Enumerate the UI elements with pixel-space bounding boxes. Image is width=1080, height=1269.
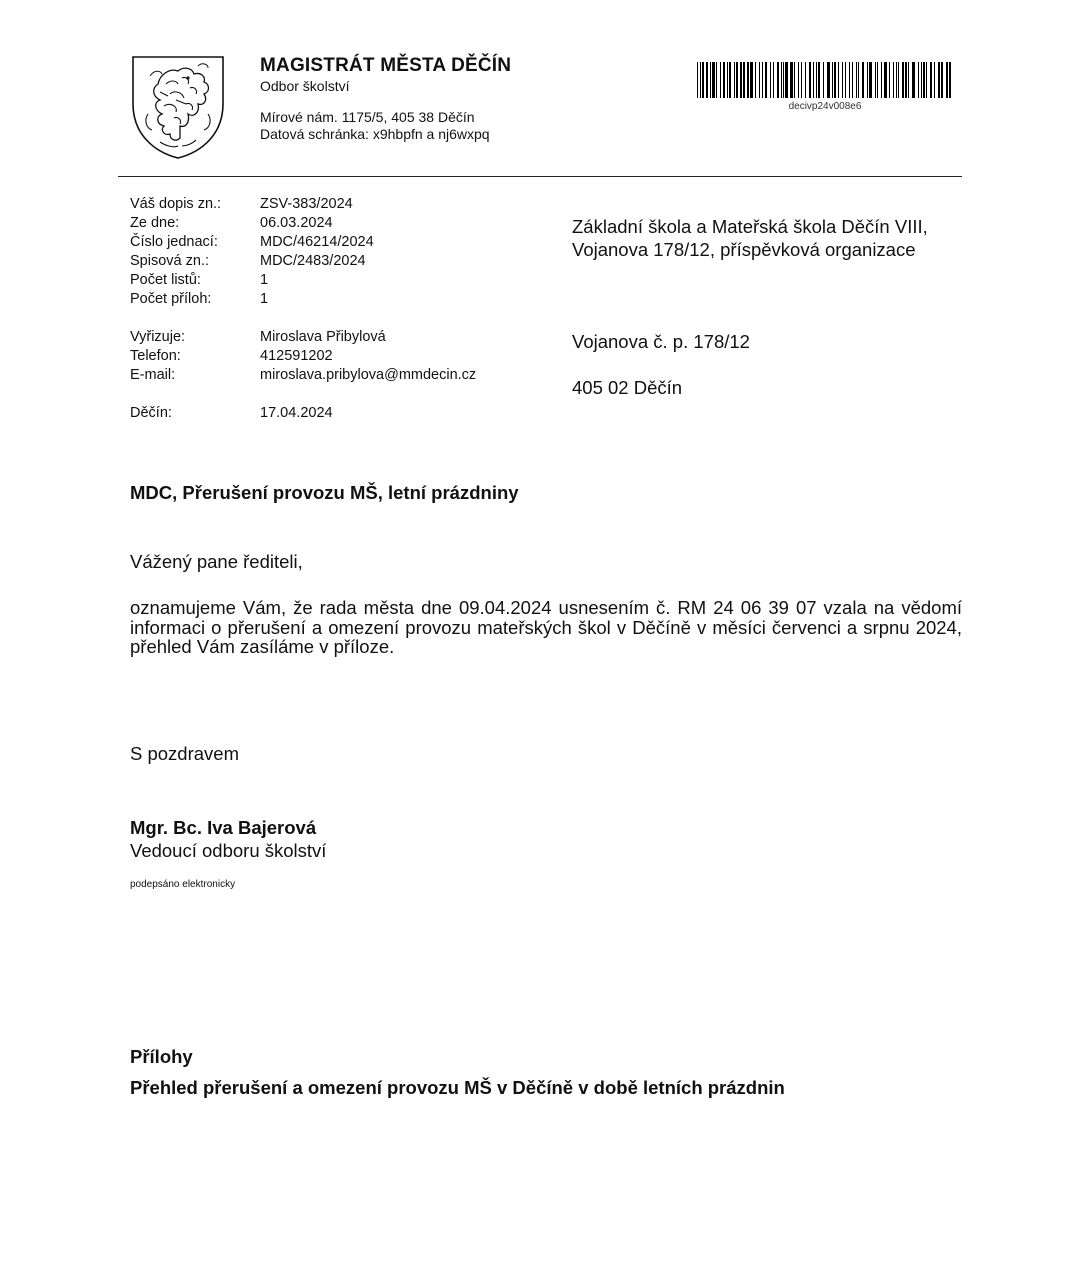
date-value: 06.03.2024 bbox=[260, 215, 333, 231]
barcode-bar bbox=[697, 62, 698, 98]
attachments-heading: Přílohy bbox=[130, 1046, 193, 1067]
recipient-name-line2: Vojanova 178/12, příspěvková organizace bbox=[572, 239, 916, 260]
barcode-bar bbox=[842, 62, 843, 98]
barcode-bar bbox=[747, 62, 749, 98]
barcode-bar bbox=[852, 62, 853, 98]
barcode-text: decivp24v008e6 bbox=[788, 101, 862, 112]
barcode-bar bbox=[720, 62, 721, 98]
attachments-count-value: 1 bbox=[260, 291, 269, 307]
signer-role: Vedoucí odboru školství bbox=[130, 840, 327, 861]
barcode-bar bbox=[759, 62, 760, 98]
barcode-bar bbox=[777, 62, 779, 98]
barcode-bar bbox=[706, 62, 708, 98]
email-value: miroslava.pribylova@mmdecin.cz bbox=[260, 367, 477, 383]
barcode-bar bbox=[832, 62, 833, 98]
barcode-bar bbox=[918, 62, 919, 98]
barcode-bar bbox=[813, 62, 814, 98]
barcode-bar bbox=[921, 62, 922, 98]
barcode-bar bbox=[838, 62, 839, 98]
barcode bbox=[696, 62, 954, 98]
barcode-bar bbox=[867, 62, 868, 98]
ref-no-label: Číslo jednací: bbox=[130, 234, 218, 250]
barcode-bar bbox=[734, 62, 735, 98]
barcode-bar bbox=[941, 62, 943, 98]
file-no-label: Spisová zn.: bbox=[130, 253, 209, 269]
recipient-city: 405 02 Děčín bbox=[572, 377, 683, 398]
phone-label: Telefon: bbox=[130, 348, 181, 364]
ref-no-value: MDC/46214/2024 bbox=[260, 234, 374, 250]
barcode-bar bbox=[869, 62, 872, 98]
barcode-bar bbox=[785, 62, 788, 98]
barcode-bar bbox=[712, 62, 715, 98]
barcode-bar bbox=[938, 62, 940, 98]
city-coat-of-arms-icon bbox=[130, 54, 226, 160]
barcode-bar bbox=[809, 62, 811, 98]
barcode-bar bbox=[710, 62, 711, 98]
barcode-bar bbox=[816, 62, 817, 98]
barcode-bar bbox=[773, 62, 774, 98]
barcode-bar bbox=[912, 62, 915, 98]
barcode-bar bbox=[923, 62, 925, 98]
barcode-bar bbox=[845, 62, 846, 98]
barcode-bar bbox=[858, 62, 859, 98]
closing: S pozdravem bbox=[130, 743, 239, 764]
barcode-bar bbox=[881, 62, 882, 98]
your-letter-label: Váš dopis zn.: bbox=[130, 196, 222, 212]
recipient-name-line1: Základní škola a Mateřská škola Děčín VIII, bbox=[572, 216, 928, 237]
recipient-street: Vojanova č. p. 178/12 bbox=[572, 331, 750, 352]
handled-by-value: Miroslava Přibylová bbox=[260, 329, 386, 345]
attachment-item: Přehled přerušení a omezení provozu MŠ v Děčíně v době letních prázdnin bbox=[130, 1077, 785, 1098]
sheets-value: 1 bbox=[260, 272, 269, 288]
your-letter-value: ZSV-383/2024 bbox=[260, 196, 353, 212]
barcode-bar bbox=[736, 62, 738, 98]
barcode-bar bbox=[723, 62, 725, 98]
barcode-bar bbox=[934, 62, 935, 98]
signer-name: Mgr. Bc. Iva Bajerová bbox=[130, 817, 317, 838]
barcode-bar bbox=[834, 62, 836, 98]
barcode-bar bbox=[896, 62, 897, 98]
barcode-bar bbox=[908, 62, 909, 98]
barcode-bar bbox=[823, 62, 824, 98]
file-no-value: MDC/2483/2024 bbox=[260, 253, 366, 269]
barcode-bar bbox=[884, 62, 887, 98]
barcode-bar bbox=[930, 62, 932, 98]
barcode-bar bbox=[849, 62, 850, 98]
letter-subject: MDC, Přerušení provozu MŠ, letní prázdniny bbox=[130, 482, 519, 503]
barcode-bar bbox=[727, 62, 728, 98]
barcode-bar bbox=[949, 62, 951, 98]
date-label: Ze dne: bbox=[130, 215, 180, 231]
barcode-bar bbox=[702, 62, 704, 98]
letter-body: oznamujeme Vám, že rada města dne 09.04.2024 usnesením č. RM 24 06 39 07 vzala na vědomí informaci o přerušení a omezení provozu mateřských škol v Děčíně v měsíci červenci a srpnu 2024, přehled Vám zasíláme v příloze. bbox=[130, 597, 962, 657]
header-divider bbox=[118, 176, 962, 177]
department-name: Odbor školství bbox=[260, 78, 350, 94]
barcode-bar bbox=[805, 62, 806, 98]
barcode-bar bbox=[750, 62, 753, 98]
place-date-value: 17.04.2024 bbox=[260, 405, 333, 421]
attachments-count-label: Počet příloh: bbox=[130, 291, 212, 307]
barcode-bar bbox=[862, 62, 864, 98]
barcode-bar bbox=[740, 62, 742, 98]
barcode-bar bbox=[893, 62, 894, 98]
barcode-bar bbox=[700, 62, 701, 98]
barcode-bar bbox=[743, 62, 745, 98]
signed-note: podepsáno elektronicky bbox=[130, 879, 236, 890]
barcode-bar bbox=[905, 62, 907, 98]
barcode-bar bbox=[790, 62, 793, 98]
barcode-bar bbox=[716, 62, 717, 98]
barcode-bar bbox=[946, 62, 948, 98]
phone-value: 412591202 bbox=[260, 348, 333, 364]
barcode-bar bbox=[798, 62, 799, 98]
barcode-bar bbox=[856, 62, 857, 98]
organization-name: MAGISTRÁT MĚSTA DĚČÍN bbox=[260, 55, 512, 76]
barcode-bar bbox=[781, 62, 782, 98]
barcode-bar bbox=[889, 62, 890, 98]
barcode-bar bbox=[755, 62, 756, 98]
barcode-bar bbox=[765, 62, 767, 98]
barcode-bar bbox=[783, 62, 784, 98]
barcode-bar bbox=[902, 62, 904, 98]
barcode-bar bbox=[875, 62, 876, 98]
barcode-bar bbox=[801, 62, 802, 98]
sheets-label: Počet listů: bbox=[130, 272, 201, 288]
barcode-bar bbox=[770, 62, 771, 98]
data-box: Datová schránka: x9hbpfn a nj6wxpq bbox=[260, 126, 490, 142]
barcode-bar bbox=[898, 62, 899, 98]
place-label: Děčín: bbox=[130, 405, 172, 421]
barcode-bar bbox=[827, 62, 830, 98]
barcode-bar bbox=[926, 62, 927, 98]
barcode-bar bbox=[794, 62, 795, 98]
handled-by-label: Vyřizuje: bbox=[130, 329, 186, 345]
organization-address: Mírové nám. 1175/5, 405 38 Děčín bbox=[260, 109, 475, 125]
barcode-bar bbox=[877, 62, 878, 98]
barcode-bar bbox=[762, 62, 763, 98]
barcode-bar bbox=[729, 62, 731, 98]
salutation: Vážený pane řediteli, bbox=[130, 551, 303, 572]
email-label: E-mail: bbox=[130, 367, 176, 383]
barcode-bar bbox=[818, 62, 820, 98]
